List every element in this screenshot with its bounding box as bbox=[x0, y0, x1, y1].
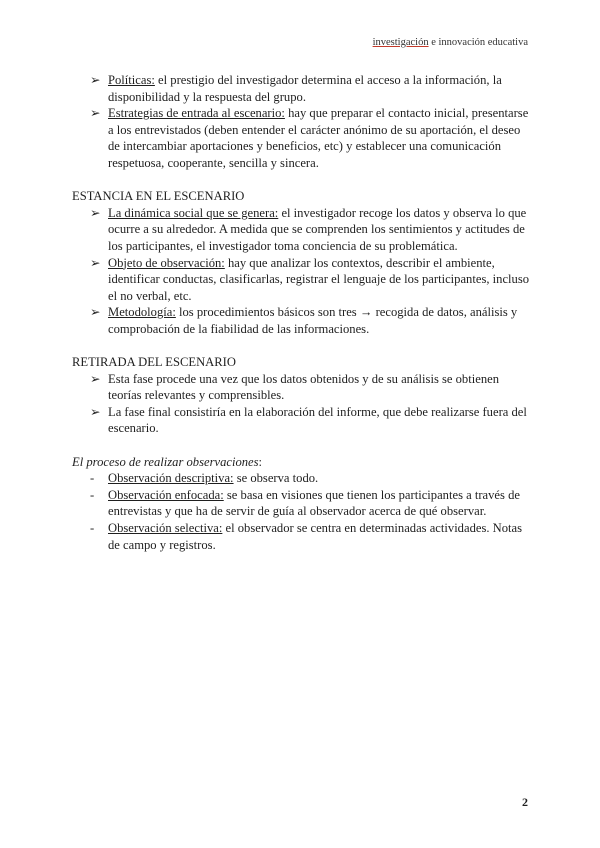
dash-bullet-icon: - bbox=[90, 471, 95, 486]
term: Observación selectiva: bbox=[108, 521, 223, 536]
item-text: hay que analizar los contextos, describir el ambiente, identificar conductas, clasificarlas, registrar el lenguaje de los participantes, incluso el no verbal, etc. bbox=[108, 255, 530, 303]
page-header bbox=[373, 37, 528, 48]
item-text: se basa en visiones que tienen los participantes a través de entrevistas y que ha de servir de guía al observador acerca de qué observar. bbox=[108, 487, 520, 519]
item-text: La fase final consistiría en la elaboración del informe, que debe realizarse fuera del escenario. bbox=[108, 404, 527, 436]
arrow-bullet-icon: ➢ bbox=[90, 255, 101, 270]
term: Observación descriptiva: bbox=[108, 471, 234, 486]
list-item bbox=[72, 520, 530, 553]
section-title-italic: El proceso de realizar observaciones bbox=[72, 454, 259, 469]
bullet-list-1 bbox=[72, 72, 530, 172]
list-item bbox=[72, 404, 530, 437]
dash-list bbox=[72, 470, 530, 553]
item-text: se observa todo. bbox=[233, 471, 319, 486]
list-item bbox=[72, 255, 530, 305]
document-body bbox=[72, 72, 530, 553]
term: La dinámica social que se genera: bbox=[108, 205, 279, 220]
item-text: los procedimientos básicos son tres → recogida de datos, análisis y comprobación de la fiabilidad de las informaciones. bbox=[108, 305, 518, 336]
item-text: el prestigio del investigador determina el acceso a la información, la disponibilidad y la respuesta del grupo. bbox=[108, 73, 502, 104]
item-text: hay que preparar el contacto inicial, presentarse a los entrevistados (deben entender el carácter anónimo de su aportación, el deseo de intercambiar aportaciones y beneficios, etc) y establecer una comunicación respetuosa, cooperante, sencilla y sincera. bbox=[108, 106, 529, 170]
list-item bbox=[72, 205, 530, 255]
arrow-bullet-icon: ➢ bbox=[90, 305, 101, 320]
term: Estrategias de entrada al escenario: bbox=[108, 106, 285, 121]
item-text: el observador se centra en determinadas actividades. Notas de campo y registros. bbox=[108, 521, 523, 552]
term: Metodología: bbox=[108, 305, 176, 320]
arrow-bullet-icon: ➢ bbox=[90, 106, 101, 121]
list-item bbox=[72, 105, 530, 171]
section-heading-estancia: ESTANCIA EN EL ESCENARIO bbox=[72, 189, 245, 204]
dash-bullet-icon: - bbox=[90, 521, 95, 536]
list-item bbox=[72, 72, 530, 105]
section-heading-retirada: RETIRADA DEL ESCENARIO bbox=[72, 355, 236, 370]
header-highlight: investigación bbox=[372, 37, 429, 48]
page-number: 2 bbox=[522, 795, 528, 809]
dash-bullet-icon: - bbox=[90, 487, 95, 502]
list-item bbox=[72, 304, 530, 337]
section-colon: : bbox=[258, 454, 263, 469]
arrow-bullet-icon: ➢ bbox=[90, 73, 101, 87]
term: Objeto de observación: bbox=[108, 255, 225, 270]
list-item bbox=[72, 371, 530, 404]
term: Políticas: bbox=[108, 73, 155, 87]
arrow-bullet-icon: ➢ bbox=[90, 371, 101, 386]
list-item bbox=[72, 487, 530, 520]
bullet-list-3 bbox=[72, 371, 530, 437]
item-text: Esta fase procede una vez que los datos obtenidos y de su análisis se obtienen teorías relevantes y comprensibles. bbox=[108, 371, 499, 403]
bullet-list-2 bbox=[72, 205, 530, 338]
list-item bbox=[72, 470, 530, 487]
arrow-bullet-icon: ➢ bbox=[90, 205, 101, 220]
term: Observación enfocada: bbox=[108, 487, 224, 502]
header-rest: e innovación educativa bbox=[428, 37, 528, 48]
arrow-bullet-icon: ➢ bbox=[90, 404, 101, 419]
item-text: el investigador recoge los datos y observa lo que ocurre a su alrededor. A medida que se comprenden los sentimientos y actitudes de los participantes, el investigador toma conciencia de su problemática. bbox=[108, 205, 527, 253]
section-heading-proceso bbox=[72, 454, 530, 471]
